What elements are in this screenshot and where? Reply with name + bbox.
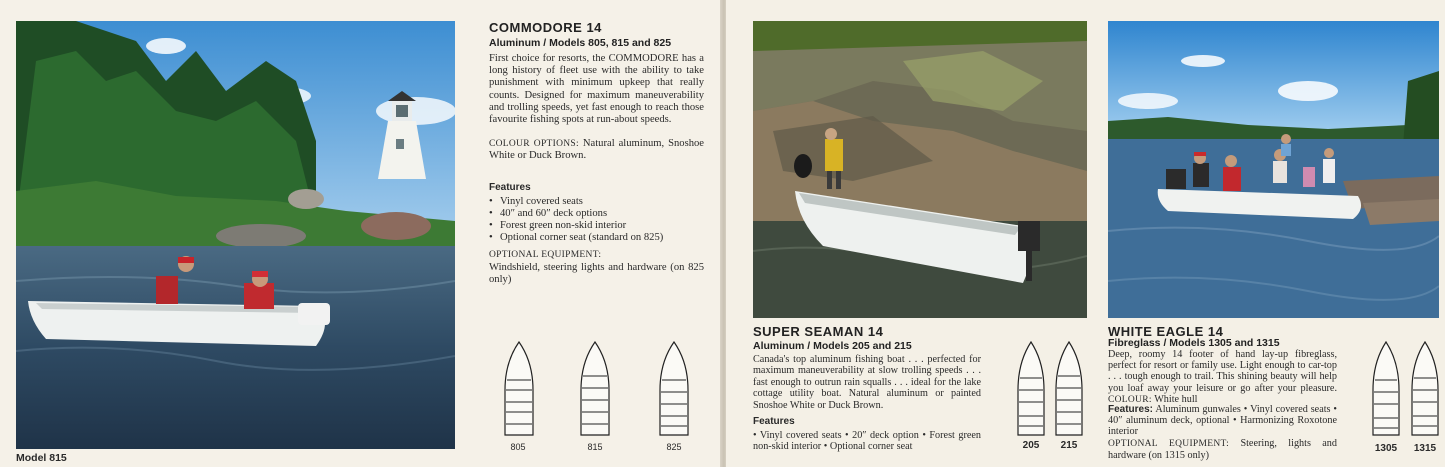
- hull-diagram-1315: [1410, 340, 1440, 438]
- white-eagle-description: [1108, 349, 1337, 406]
- hull-diagram-1305: [1371, 340, 1401, 438]
- hull-diagram-815: [579, 340, 611, 438]
- super-seaman-features-heading: Features: [753, 416, 795, 427]
- white-eagle-colour-text: White hull: [1154, 393, 1198, 405]
- commodore-title: COMMODORE 14: [489, 20, 602, 35]
- commodore-photo: [16, 21, 455, 449]
- white-eagle-optional-text: Steering, lights and hardware (on 1315 only): [1108, 438, 1337, 462]
- left-page: [0, 0, 722, 467]
- hull-label-815: 815: [587, 442, 603, 452]
- white-eagle-features: [1108, 404, 1337, 438]
- commodore-subtitle: Aluminum / Models 805, 815 and 825: [489, 37, 672, 49]
- white-eagle-features-heading: Features:: [1108, 404, 1154, 415]
- optional-label: OPTIONAL EQUIPMENT:: [489, 250, 602, 260]
- hull-diagram-825: [658, 340, 690, 438]
- super-seaman-features: • Vinyl covered seats • 20″ deck option • Forest green non-skid interior • Optional corner seat: [753, 430, 981, 453]
- white-eagle-optional: [1108, 438, 1337, 461]
- hull-label-1315: 1315: [1413, 443, 1437, 454]
- hull-label-215: 215: [1060, 440, 1078, 451]
- feature-item: • Vinyl covered seats: [489, 196, 709, 208]
- features-heading: Features: [489, 182, 531, 193]
- white-eagle-optional-label: OPTIONAL EQUIPMENT:: [1108, 439, 1230, 449]
- hull-label-825: 825: [666, 442, 682, 452]
- feature-item: • 40″ and 60″ deck options: [489, 208, 709, 220]
- hull-diagram-805: [503, 340, 535, 438]
- feature-item: • Forest green non-skid interior: [489, 220, 709, 232]
- super-seaman-description: Canada's top aluminum fishing boat . . . perfected for maximum maneuverability at slow trolling speeds . . . fast enough to outrun rain squalls . . . ideal for the lake cottage utility boat. Natural aluminum or painted Snoshoe White or Duck Brown.: [753, 354, 981, 411]
- super-seaman-title: SUPER SEAMAN 14: [753, 324, 884, 339]
- white-eagle-photo: [1108, 21, 1439, 318]
- colour-options-text: Natural aluminum, Snoshoe White or Duck Brown.: [489, 138, 705, 162]
- right-page: [726, 0, 1445, 467]
- hull-label-205: 205: [1022, 440, 1040, 451]
- white-eagle-colour-label: COLOUR:: [1108, 394, 1152, 405]
- hull-label-1305: 1305: [1374, 443, 1398, 454]
- hull-label-805: 805: [510, 442, 526, 452]
- white-eagle-description-text: Deep, roomy 14 footer of hand lay-up fibreglass, perfect for resort or family use. Light enough to car-top . . . tough enough to trail. This shining beauty will help you loaf away your leisure or go after your pleasure.: [1108, 349, 1337, 394]
- white-eagle-features-text: Aluminum gunwales • Vinyl covered seats • 40″ aluminum deck, optional • Harmonizing Roxotone interior: [1108, 404, 1337, 438]
- colour-options-label: COLOUR OPTIONS:: [489, 139, 579, 149]
- hull-diagram-205: [1016, 340, 1046, 438]
- feature-item: • Optional corner seat (standard on 825): [489, 232, 709, 244]
- features-list: [489, 196, 709, 244]
- super-seaman-photo: [753, 21, 1087, 318]
- photo-caption: Model 815: [16, 452, 67, 464]
- optional-equipment-label: [489, 249, 704, 261]
- white-eagle-subtitle: Fibreglass / Models 1305 and 1315: [1108, 337, 1280, 349]
- hull-diagram-215: [1054, 340, 1084, 438]
- super-seaman-subtitle: Aluminum / Models 205 and 215: [753, 340, 912, 352]
- commodore-colour-options: [489, 138, 704, 162]
- white-eagle-title: WHITE EAGLE 14: [1108, 324, 1224, 339]
- commodore-description: First choice for resorts, the COMMODORE has a long history of fleet use with the ability to take punishment with minimum upkeep that really counts. Designed for maximum maneuverability and trolling speeds, yet fast enough to reach those favourite fishing spots at run-about speeds.: [489, 53, 704, 126]
- optional-equipment-text: Windshield, steering lights and hardware (on 825 only): [489, 262, 704, 286]
